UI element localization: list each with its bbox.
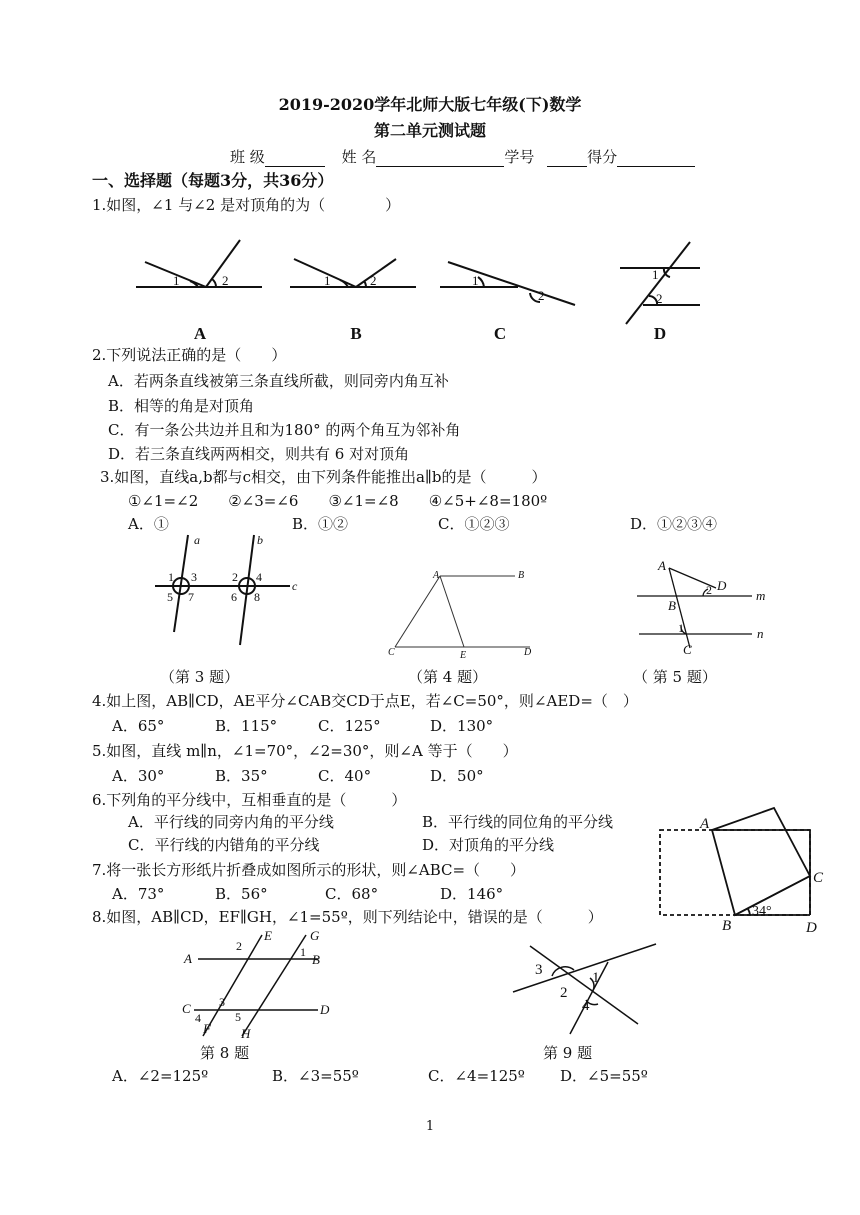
fig3-label: a [194, 533, 200, 547]
fig9-label: 1 [592, 970, 600, 986]
fig8-label: 3 [219, 995, 225, 1009]
fig3-label: 1 [168, 570, 174, 584]
fig5-label: A [658, 558, 666, 573]
q8-option-c: C．∠4=125º [428, 1067, 525, 1085]
fig4-label: A [433, 570, 440, 581]
q6-option-d: D．对顶角的平分线 [422, 836, 555, 854]
q2-option-c: C．有一条公共边并且和为180° 的两个角互为邻补角 [108, 421, 461, 439]
fig8-label: 2 [236, 939, 242, 953]
q7-option-b: B．56° [215, 885, 268, 903]
fig9-labels [535, 962, 600, 1014]
q1d-angle1: 1 [652, 267, 659, 282]
q7-option-a: A．73° [112, 885, 165, 903]
fig8-angle-labels [195, 939, 306, 1025]
q6-option-b: B．平行线的同位角的平分线 [422, 813, 614, 831]
q3-option-d: D．①②③④ [630, 515, 718, 533]
q7-stem: 7.将一张长方形纸片折叠成如图所示的形状，则∠ABC=（ ） [92, 861, 526, 879]
fig8-label: 5 [235, 1010, 241, 1024]
q4-option-d: D．130° [430, 717, 494, 735]
q3-stem: 3.如图，直线a,b都与c相交，由下列条件能推出a∥b的是（ ） [100, 468, 547, 486]
q1b-angle2: 2 [370, 273, 377, 288]
q2-option-b: B．相等的角是对顶角 [108, 397, 255, 415]
q1-label-c: C [493, 324, 507, 343]
fig8-label: H [241, 1026, 251, 1041]
q5-stem: 5.如图，直线 m∥n，∠1=70°，∠2=30°，则∠A 等于（ ） [92, 742, 518, 760]
caption-q3: （第 3 题） [160, 668, 240, 686]
q6-option-c: C．平行线的内错角的平分线 [128, 836, 320, 854]
q7-option-c: C．68° [325, 885, 379, 903]
q4-option-a: A．65° [112, 717, 165, 735]
q3-option-a: A．① [128, 515, 169, 533]
fig8-label: B [312, 952, 320, 967]
fig5-label: n [757, 626, 764, 641]
fig3-label: 2 [232, 570, 238, 584]
fig8-label: 4 [195, 1011, 201, 1025]
caption-q5: （ 第 5 题） [633, 668, 717, 686]
fig8-label: F [203, 1021, 211, 1036]
fig3-label: 8 [254, 590, 260, 604]
q1b-angle1: 1 [324, 273, 331, 288]
fig7-label: C [813, 870, 824, 886]
q4-option-b: B．115° [215, 717, 278, 735]
q6-stem: 6.下列角的平分线中，互相垂直的是（ ） [92, 791, 407, 809]
q2-option-d: D．若三条直线两两相交，则共有 6 对对顶角 [108, 445, 410, 463]
fig3-label: 5 [167, 590, 173, 604]
fig5-label: 2 [706, 583, 712, 597]
fig3-label: b [257, 533, 263, 547]
q1-label-b: B [350, 324, 362, 343]
q1a-angle1: 1 [173, 273, 180, 288]
q8-stem: 8.如图，AB∥CD，EF∥GH，∠1=55º，则下列结论中，错误的是（ ） [92, 908, 603, 926]
q1a-angle2: 2 [222, 273, 229, 288]
q3-option-c: C．①②③ [438, 515, 510, 533]
q1-stem: 1.如图，∠1 与∠2 是对顶角的为（ ） [92, 196, 401, 214]
fig7-label: A [700, 816, 710, 832]
page-title: 2019-2020学年北师大版七年级(下)数学 [278, 95, 582, 114]
q1-label-a: A [193, 324, 207, 343]
fig5-label: m [756, 588, 766, 603]
q1c-angle1: 1 [472, 273, 479, 288]
name-label: 姓 名 [341, 148, 377, 166]
caption-q9: 第 9 题 [543, 1044, 593, 1062]
fig5-label: 1 [678, 621, 684, 635]
q4-option-c: C．125° [318, 717, 381, 735]
q8-option-b: B．∠3=55º [272, 1067, 359, 1085]
caption-q8: 第 8 题 [200, 1044, 250, 1062]
fig5-label: C [683, 642, 692, 657]
fig5-label: B [668, 598, 676, 613]
q1c-angle2: 2 [538, 288, 545, 303]
fig3-label: 7 [188, 590, 194, 604]
fig4-label: E [460, 650, 467, 661]
fig8-label: A [184, 951, 192, 966]
fig3-label: 4 [256, 570, 262, 584]
fig8-line-gh [242, 935, 306, 1036]
q1-label-d: D [653, 324, 667, 343]
q2-option-a: A．若两条直线被第三条直线所截，则同旁内角互补 [108, 372, 449, 390]
q2-stem: 2.下列说法正确的是（ ） [92, 346, 287, 364]
q5-option-c: C．40° [318, 767, 372, 785]
id-label: 学号 [504, 148, 535, 166]
q4-stem: 4.如上图，AB∥CD，AE平分∠CAB交CD于点E，若∠C=50°，则∠AED=（ ） [92, 692, 638, 710]
caption-q4: （第 4 题） [408, 668, 488, 686]
fig7-angle-label: 34° [752, 904, 772, 919]
fig3-label: 3 [191, 570, 197, 584]
fig9-label: 4 [582, 998, 590, 1014]
page-subtitle: 第二单元测试题 [373, 121, 486, 140]
q8-option-d: D．∠5=55º [560, 1067, 648, 1085]
fig9 [513, 944, 656, 1034]
q3-conditions: ①∠1=∠2 ②∠3=∠6 ③∠1=∠8 ④∠5+∠8=180º [128, 492, 548, 510]
fig7-label: D [806, 920, 817, 936]
q8-option-a: A．∠2=125º [112, 1067, 209, 1085]
q5-option-a: A．30° [112, 767, 165, 785]
fig8-line-ef [203, 935, 262, 1036]
fig8-label: E [264, 928, 272, 943]
q5-option-b: B．35° [215, 767, 268, 785]
page-number: 1 [425, 1119, 435, 1134]
class-label: 班 级 [230, 148, 265, 166]
fig8-label: G [310, 928, 320, 943]
q5-option-d: D．50° [430, 767, 484, 785]
fig7-label: B [722, 918, 732, 934]
q1d-angle2: 2 [656, 291, 663, 306]
q3-option-b: B．①② [292, 515, 349, 533]
fig4-label: B [518, 570, 525, 581]
q7-option-d: D．146° [440, 885, 504, 903]
fig4-label: D [524, 647, 532, 658]
fig8-label: C [182, 1001, 191, 1016]
fig8-label: 1 [300, 945, 306, 959]
fig5-label: D [717, 578, 727, 593]
fig8-label: D [320, 1002, 330, 1017]
fig9-label: 2 [560, 985, 568, 1001]
fig3-label: 6 [231, 590, 237, 604]
q6-option-a: A．平行线的同旁内角的平分线 [128, 813, 334, 831]
fig4-label: C [388, 647, 395, 658]
section-title: 一、选择题（每题3分，共36分） [92, 171, 334, 190]
fig9-label: 3 [535, 962, 543, 978]
fig3-label: c [292, 579, 298, 593]
score-label: 得分 [587, 148, 618, 166]
